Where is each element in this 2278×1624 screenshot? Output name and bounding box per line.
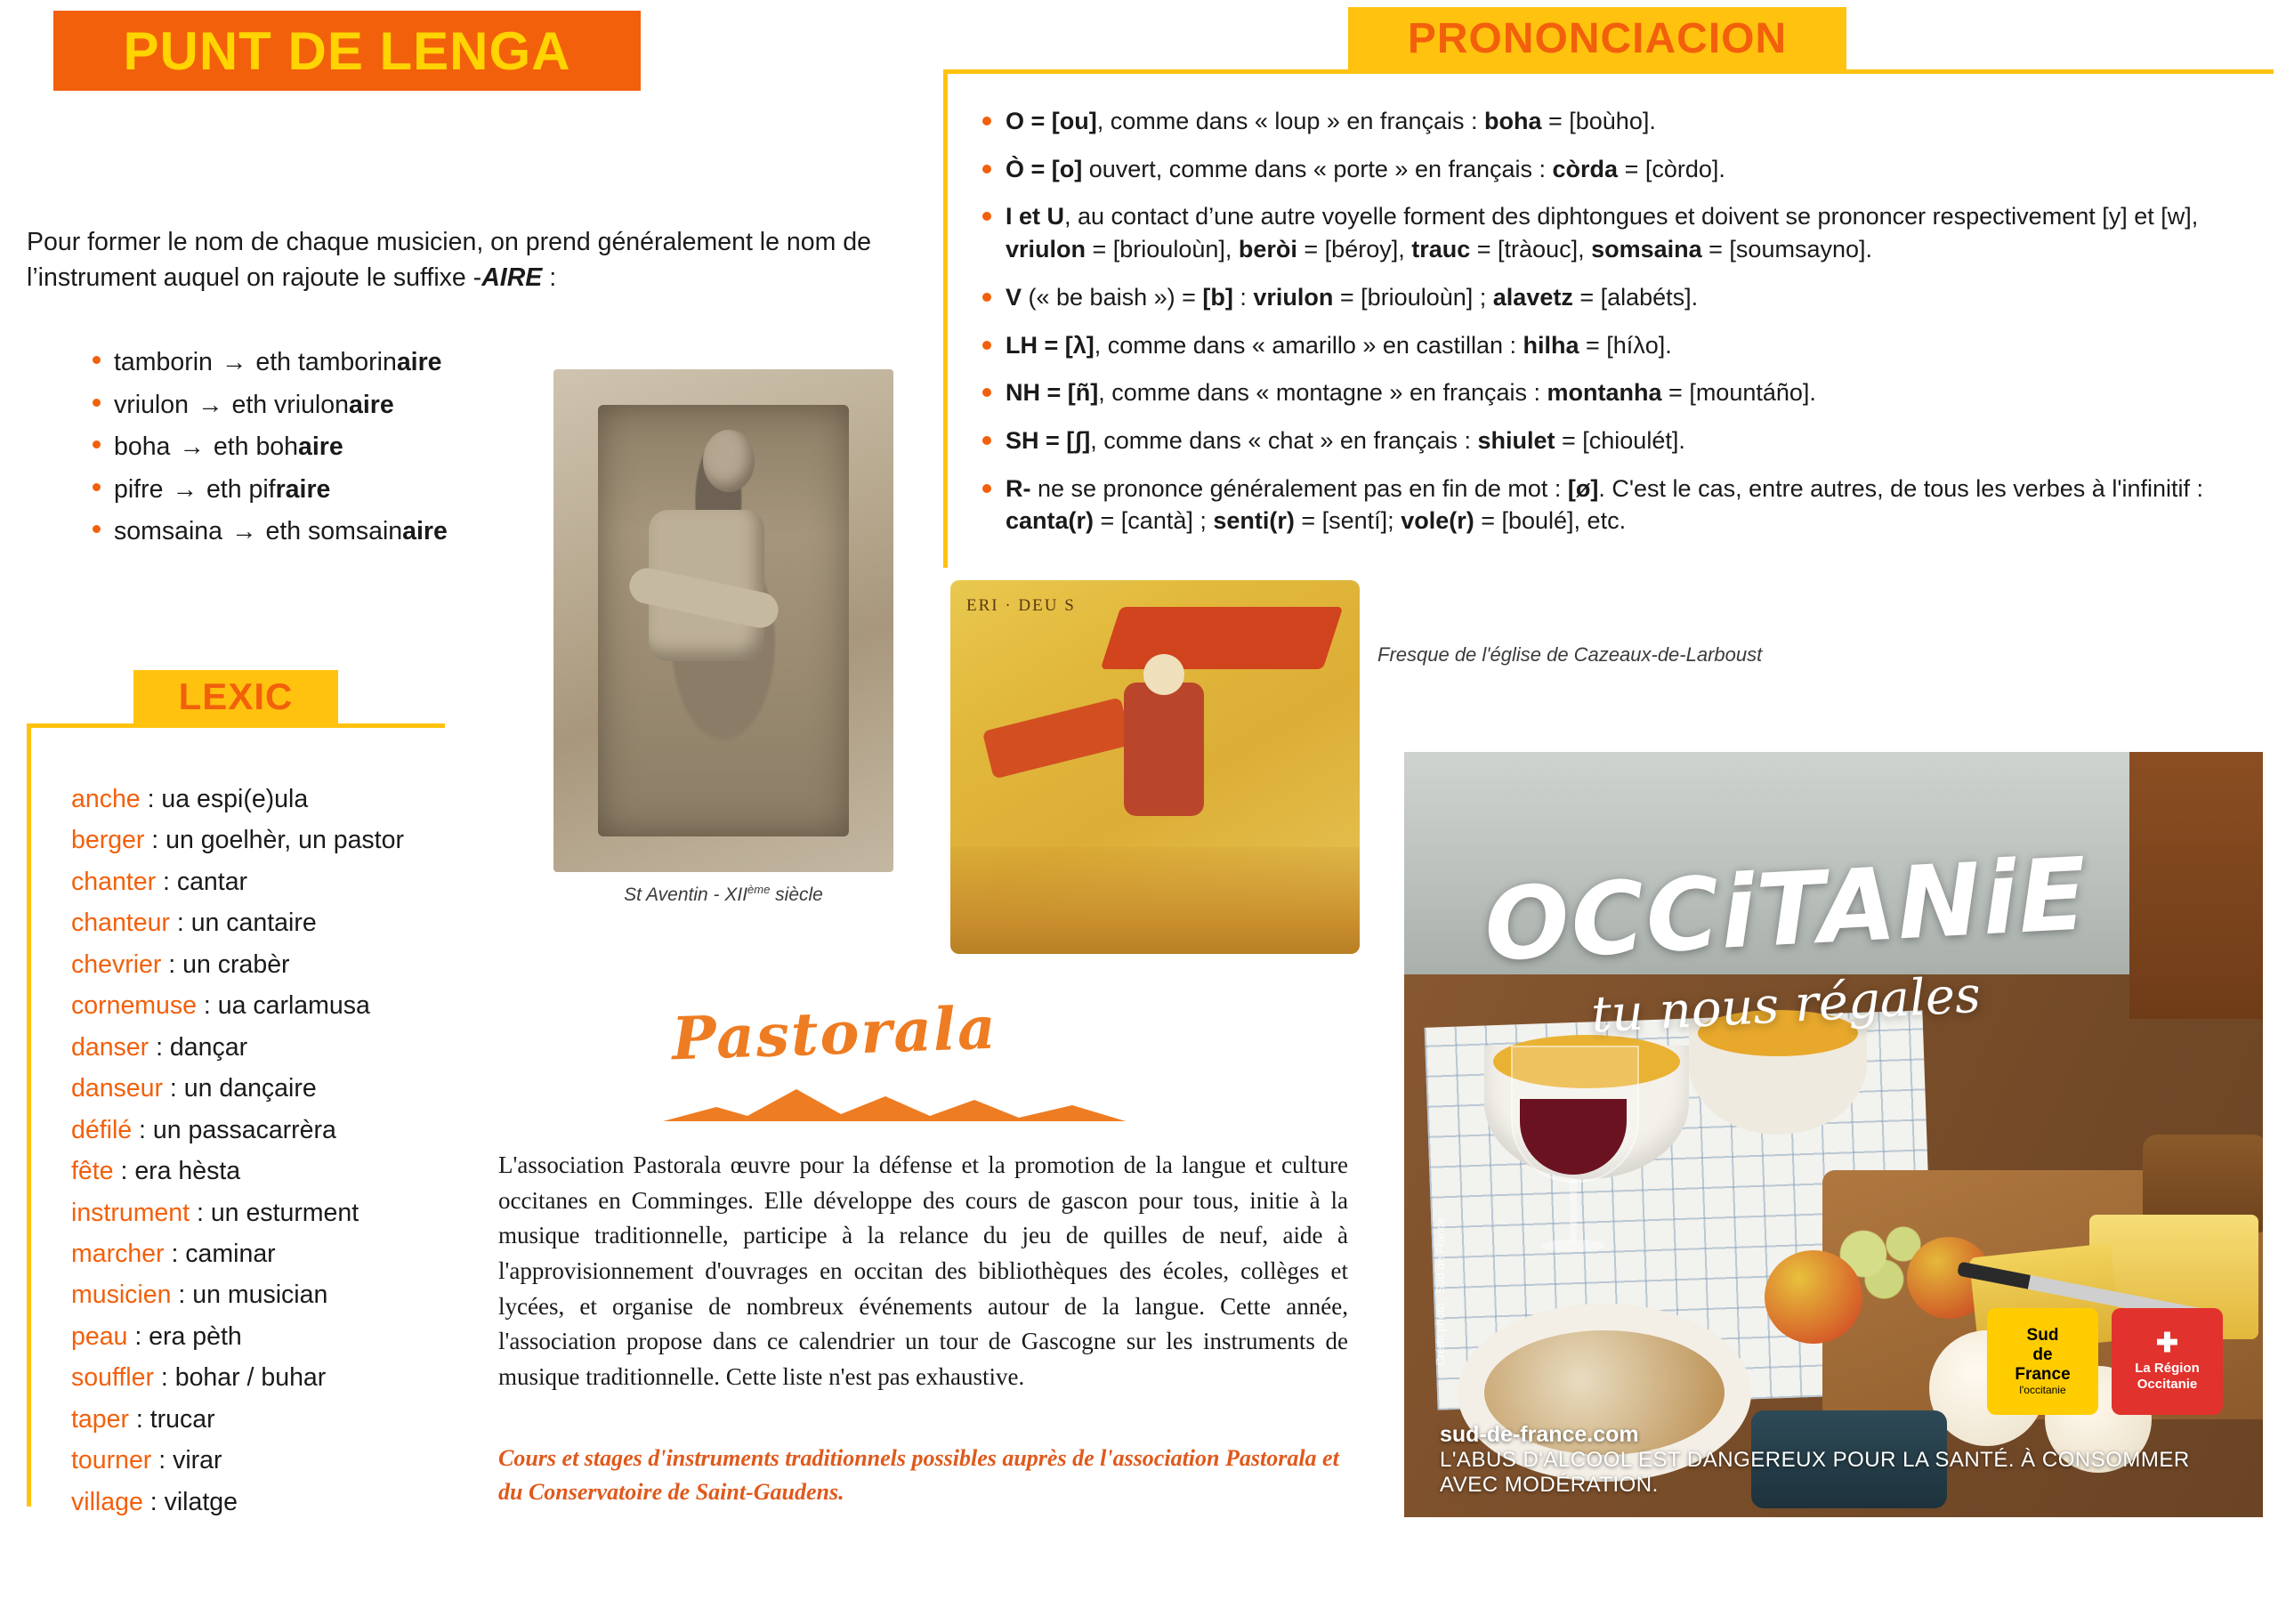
lexic-def: ua carlamusa (217, 991, 370, 1021)
st-aventin-caption (553, 883, 893, 906)
list-item (71, 1110, 534, 1151)
lexic-term: fête (71, 1157, 114, 1186)
lexic-title: LEXIC (178, 675, 294, 717)
ad-glass-stem (1570, 1179, 1577, 1241)
sud-de-france-line3: France (2015, 1365, 2071, 1385)
ad-legal-warning: L'ABUS D'ALCOOL EST DANGEREUX POUR LA SANTÉ. À CONSOMMER AVEC MODÉRATION. (1440, 1448, 2190, 1497)
lexic-term: berger (71, 826, 145, 855)
occitanie-advertisement (1404, 752, 2263, 1517)
ad-photo-credit: Crédit photo : Sud de France (1434, 1217, 1447, 1366)
lexic-def: un dançaire (183, 1074, 317, 1103)
prononciacion-title: PRONONCIACION (1407, 14, 1788, 62)
arrow-icon: → (172, 474, 198, 504)
list-item (71, 1482, 534, 1523)
st-aventin-sculpture-image (553, 369, 893, 872)
arrow-icon: → (179, 432, 205, 462)
ad-wine-glass (1511, 1046, 1636, 1259)
list-item: LH = [λ], comme dans « amarillo » en castillan : hilha = [híλo]. (981, 329, 2244, 362)
lexic-sep: : (153, 1363, 175, 1393)
list-item (71, 1316, 534, 1357)
fresque-caption: Fresque de l'église de Cazeaux-de-Larboust (1377, 643, 1763, 666)
lexic-term: marcher (71, 1239, 165, 1268)
arrow-icon: → (197, 390, 223, 419)
lexic-def: virar (173, 1446, 222, 1475)
lexic-def: un musician (192, 1281, 328, 1310)
suffix-result: eth vriulon (231, 390, 349, 419)
ad-apple-1 (1765, 1250, 1862, 1344)
lexic-term: instrument (71, 1198, 190, 1227)
lexic-def: ua espi(e)ula (161, 785, 309, 813)
lexic-term: taper (71, 1404, 129, 1434)
lexic-term: chanteur (71, 909, 170, 938)
lexic-term: défilé (71, 1115, 133, 1144)
intro-text-part2: : (542, 263, 557, 293)
sud-de-france-subtitle: l'occitanie (2019, 1383, 2066, 1396)
pastorala-logo (663, 992, 1126, 1127)
lexic-def: trucar (149, 1404, 215, 1434)
lexic-sep: : (149, 1032, 170, 1062)
lexic-sep: : (171, 1281, 193, 1310)
lexic-rule-horizontal (27, 723, 445, 728)
lexic-sep: : (151, 1446, 174, 1475)
list-item (71, 1399, 534, 1440)
lexic-banner (133, 670, 338, 723)
intro-suffix: AIRE (481, 263, 543, 293)
prononciacion-rule-top-right (1846, 69, 2274, 74)
lexic-def: un passacarrèra (152, 1115, 336, 1144)
sud-de-france-logo (1987, 1308, 2098, 1415)
list-item: O = [ou], comme dans « loup » en français : boha = [boùho]. (981, 105, 2244, 138)
ad-glass-foot (1541, 1240, 1605, 1252)
list-item: V (« be baish ») = [b] : vriulon = [briouloùn] ; alavetz = [alabéts]. (981, 281, 2244, 314)
list-item (71, 861, 534, 902)
suffix-ending: raire (275, 474, 331, 504)
prononciacion-banner (1348, 7, 1846, 69)
lexic-sep: : (113, 1157, 135, 1186)
caption-end: siècle (770, 885, 823, 905)
list-item (71, 1357, 534, 1398)
list-item: I et U, au contact d’une autre voyelle forment des diphtongues et doivent se prononcer respectivement [y] et [w], vriulon = [briouloùn], beròi = [béroy], trauc = [tràouc], somsaina = [soumsayno]. (981, 200, 2244, 265)
lexic-rule-vertical (27, 723, 31, 1507)
lexic-sep: : (163, 1074, 184, 1103)
suffix-result: eth somsain (265, 517, 403, 546)
list-item (89, 426, 623, 469)
list-item: Ò = [o] ouvert, comme dans « porte » en français : còrda = [còrdo]. (981, 153, 2244, 186)
list-item (71, 1151, 534, 1192)
lexic-term: anche (71, 785, 141, 813)
lexic-sep: : (169, 909, 191, 938)
arrow-icon: → (230, 517, 257, 546)
lexic-term: chanter (71, 867, 157, 896)
list-item (89, 342, 623, 384)
lexic-sep: : (127, 1321, 149, 1351)
fresque-inscription: ERI · DEU S (966, 596, 1076, 615)
sculpture-head (703, 430, 755, 492)
suffix-word: boha (114, 432, 171, 462)
sud-de-france-line1: Sud (2026, 1326, 2059, 1345)
prononciacion-rule-top-left (943, 69, 1849, 74)
list-item (89, 511, 623, 553)
lexic-def: bohar / buhar (174, 1363, 327, 1393)
lexic-sep: : (144, 826, 166, 855)
suffix-ending: aire (298, 432, 343, 462)
pastorala-logo-text: Pastorala (670, 992, 998, 1074)
list-item (71, 1274, 534, 1315)
lexic-term: tourner (71, 1446, 152, 1475)
intro-text-part1: Pour former le nom de chaque musicien, on prend généralement le nom de l’instrument auquel on rajoute le suffixe - (27, 228, 871, 293)
lexic-sep: : (132, 1115, 153, 1144)
fresque-ground (950, 847, 1360, 954)
region-occitanie-line1: La Région (2135, 1361, 2200, 1376)
lexic-term: danser (71, 1032, 149, 1062)
suffix-result: eth boh (213, 432, 298, 462)
lexic-def: vilatge (164, 1487, 238, 1516)
occitanie-logo-main: OCCiTANiE (1482, 836, 2092, 984)
punt-de-lenga-title: PUNT DE LENGA (123, 20, 571, 81)
suffix-word: pifre (114, 474, 164, 504)
list-item (71, 944, 534, 985)
lexic-sep: : (140, 785, 162, 813)
fresque-image (950, 580, 1360, 954)
list-item: R- ne se prononce généralement pas en fin de mot : [ø]. C'est le cas, entre autres, de tous les verbes à l'infinitif : canta(r) = [cantà] ; senti(r) = [sentí]; vole(r) = [boulé], etc. (981, 473, 2244, 537)
suffix-word: somsaina (114, 517, 222, 546)
suffix-word: vriulon (114, 390, 189, 419)
list-item (89, 469, 623, 512)
list-item (71, 1192, 534, 1233)
list-item (71, 902, 534, 943)
list-item (89, 384, 623, 427)
lexic-sep: : (142, 1487, 165, 1516)
lexic-sep: : (156, 867, 177, 896)
lexic-sep: : (190, 1198, 211, 1227)
lexic-sep: : (161, 949, 183, 979)
arrow-icon: → (221, 348, 247, 376)
occitanie-logo-tagline: tu nous régales (1589, 966, 1983, 1045)
fresque-figure (1124, 683, 1204, 816)
region-occitanie-logo (2112, 1308, 2223, 1415)
lexic-def: un goelhèr, un pastor (166, 826, 404, 855)
list-item (71, 985, 534, 1026)
lexic-def: dançar (169, 1032, 248, 1062)
lexic-def: un esturment (210, 1198, 359, 1227)
lexic-def: un crabèr (182, 949, 290, 979)
list-item (71, 1233, 534, 1274)
mountains-icon (663, 1080, 1126, 1125)
lexic-term: cornemuse (71, 991, 197, 1021)
caption-text: St Aventin - XII (624, 885, 748, 905)
lexic-list (71, 779, 534, 1523)
lexic-def: era hèsta (134, 1157, 241, 1186)
suffix-word: tamborin (114, 348, 213, 376)
lexic-term: peau (71, 1321, 128, 1351)
list-item (71, 820, 534, 860)
lexic-def: era pèth (149, 1321, 242, 1351)
list-item: SH = [ʃ], comme dans « chat » en français : shiulet = [chioulét]. (981, 424, 2244, 457)
lexic-sep: : (196, 991, 218, 1021)
lexic-sep: : (128, 1404, 150, 1434)
lexic-term: village (71, 1487, 143, 1516)
lexic-term: danseur (71, 1074, 163, 1103)
intro-paragraph (27, 224, 881, 296)
list-item (71, 779, 534, 820)
fresque-red-shape-1 (1101, 607, 1344, 669)
suffix-result: eth tamborin (255, 348, 397, 376)
caption-sup: ème (747, 883, 771, 896)
occitan-cross-icon: ✚ (2155, 1329, 2179, 1358)
pastorala-description: L'association Pastorala œuvre pour la défense et la promotion de la langue et culture occitanes en Comminges. Elle développe des cours de gascon pour tous, initie à la musique traditionnelle, participe à la relance du jeu de quilles de neuf, aide à l'approvisionnement d'ouvrages en occitan des bibliothèques des écoles, collèges et lycées, et organise de nombreux événements autour de la langue. Cette année, l'association propose dans ce calendrier un tour de Gascogne sur les instruments de musique traditionnelle. Cette liste n'est pas exhaustive. (498, 1151, 1348, 1391)
suffix-result: eth pif (206, 474, 276, 504)
suffix-ending: aire (396, 348, 442, 376)
list-item (71, 1027, 534, 1068)
list-item (71, 1440, 534, 1481)
lexic-term: musicien (71, 1281, 172, 1310)
suffix-list (53, 342, 623, 553)
lexic-def: cantar (176, 867, 248, 896)
list-item: NH = [ñ], comme dans « montagne » en français : montanha = [mountáño]. (981, 376, 2244, 409)
prononciacion-list (981, 105, 2244, 553)
punt-de-lenga-banner (53, 11, 641, 91)
occitanie-logo (1482, 836, 2187, 1054)
prononciacion-rule-left (943, 69, 948, 568)
list-item (71, 1068, 534, 1109)
lexic-def: caminar (185, 1239, 276, 1268)
suffix-ending: aire (348, 390, 394, 419)
lexic-def: un cantaire (190, 909, 317, 938)
pastorala-courses-note: Cours et stages d'instruments traditionnels possibles auprès de l'association Pastorala et du Conservatoire de Saint-Gaudens. (498, 1445, 1339, 1505)
region-occitanie-line2: Occitanie (2137, 1377, 2198, 1392)
sud-de-france-line2: de (2032, 1345, 2053, 1365)
fresque-red-shape-2 (982, 697, 1133, 779)
lexic-sep: : (164, 1239, 186, 1268)
lexic-term: chevrier (71, 949, 162, 979)
lexic-term: souffler (71, 1363, 154, 1393)
ad-website-link[interactable]: sud-de-france.com (1440, 1422, 1639, 1447)
suffix-ending: aire (402, 517, 448, 546)
